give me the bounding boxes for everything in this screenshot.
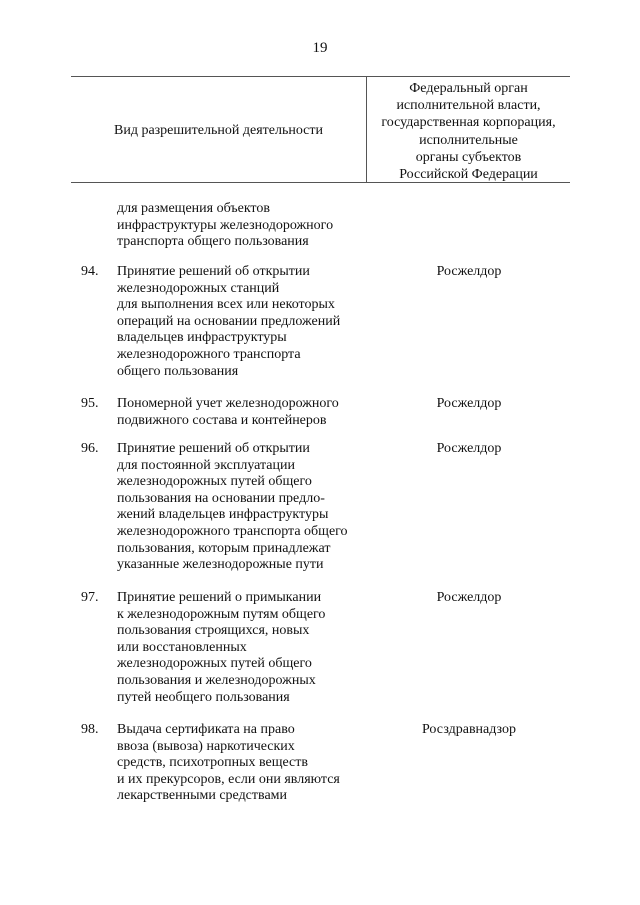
row-activity-line: железнодорожных станций	[117, 280, 280, 296]
row-activity-line: для выполнения всех или некоторых	[117, 297, 335, 313]
header-authority	[367, 80, 570, 183]
row-activity-line: лекарственными средствами	[117, 788, 288, 804]
row-activity	[117, 590, 377, 706]
row-activity-line: пользования и железнодорожных	[117, 672, 316, 688]
header-authority-line: органы субъектов	[415, 149, 522, 165]
row-activity-line: или восстановленных	[117, 639, 247, 655]
header-authority-line: исполнительной власти,	[396, 98, 541, 114]
row-activity-line: к железнодорожным путям общего	[117, 606, 326, 622]
row-number: 98.	[81, 722, 99, 737]
row-activity-line: общего пользования	[117, 363, 239, 379]
row-activity-line: ввоза (вывоза) наркотических	[117, 738, 295, 754]
row-activity-line: инфраструктуры железнодорожного	[117, 217, 334, 233]
header-authority-line: Российской Федерации	[399, 167, 538, 183]
row-activity-line: Принятие решений об открытии	[117, 264, 310, 279]
header-authority-line: государственная корпорация,	[381, 115, 556, 131]
table-header	[71, 76, 570, 183]
row-activity-line: Пономерной учет железнодорожного	[117, 396, 339, 411]
row-activity	[117, 722, 377, 805]
header-authority-line: исполнительные	[419, 132, 518, 148]
row-agency: Росздравнадзор	[421, 722, 517, 737]
row-number: 97.	[81, 590, 99, 605]
row-number: 95.	[81, 396, 99, 411]
page-number: 19	[312, 40, 328, 56]
row-activity	[117, 441, 377, 574]
row-activity-line: средств, психотропных веществ	[117, 755, 308, 771]
row-activity	[117, 264, 377, 380]
row-activity-line: операций на основании предложений	[117, 313, 341, 329]
row-activity-line: железнодорожного транспорта общего	[117, 523, 348, 539]
row-activity	[117, 396, 377, 429]
row-activity-line: подвижного состава и контейнеров	[117, 412, 327, 428]
row-activity-line: для постоянной эксплуатации	[117, 457, 295, 473]
row-activity-line: железнодорожного транспорта	[117, 346, 301, 362]
row-activity-line: пользования, которым принадлежат	[117, 540, 331, 556]
row-number: 96.	[81, 441, 99, 456]
row-activity-line: путей необщего пользования	[117, 689, 290, 705]
row-activity-line: пользования строящихся, новых	[117, 623, 310, 639]
row-number: 94.	[81, 264, 99, 279]
row-agency: Росжелдор	[436, 441, 502, 456]
row-activity-line: пользования на основании предло-	[117, 490, 325, 506]
row-agency: Росжелдор	[436, 396, 502, 411]
row-activity-line: и их прекурсоров, если они являются	[117, 771, 340, 787]
row-agency: Росжелдор	[436, 590, 502, 605]
row-activity	[117, 201, 377, 251]
row-activity-line: для размещения объектов	[117, 201, 270, 216]
row-activity-line: Принятие решений об открытии	[117, 441, 310, 456]
row-activity-line: железнодорожных путей общего	[117, 656, 312, 672]
row-activity-line: Принятие решений о примыкании	[117, 590, 322, 605]
row-activity-line: владельцев инфраструктуры	[117, 330, 287, 346]
row-activity-line: жений владельцев инфраструктуры	[117, 507, 329, 523]
header-authority-line: Федеральный орган	[409, 81, 528, 96]
row-activity-line: железнодорожных путей общего	[117, 474, 312, 490]
row-activity-line: указанные железнодорожные пути	[117, 557, 324, 573]
row-activity-line: Выдача сертификата на право	[117, 722, 295, 737]
row-agency: Росжелдор	[436, 264, 502, 279]
header-activity-type: Вид разрешительной деятельности	[113, 122, 323, 138]
row-activity-line: транспорта общего пользования	[117, 234, 309, 250]
